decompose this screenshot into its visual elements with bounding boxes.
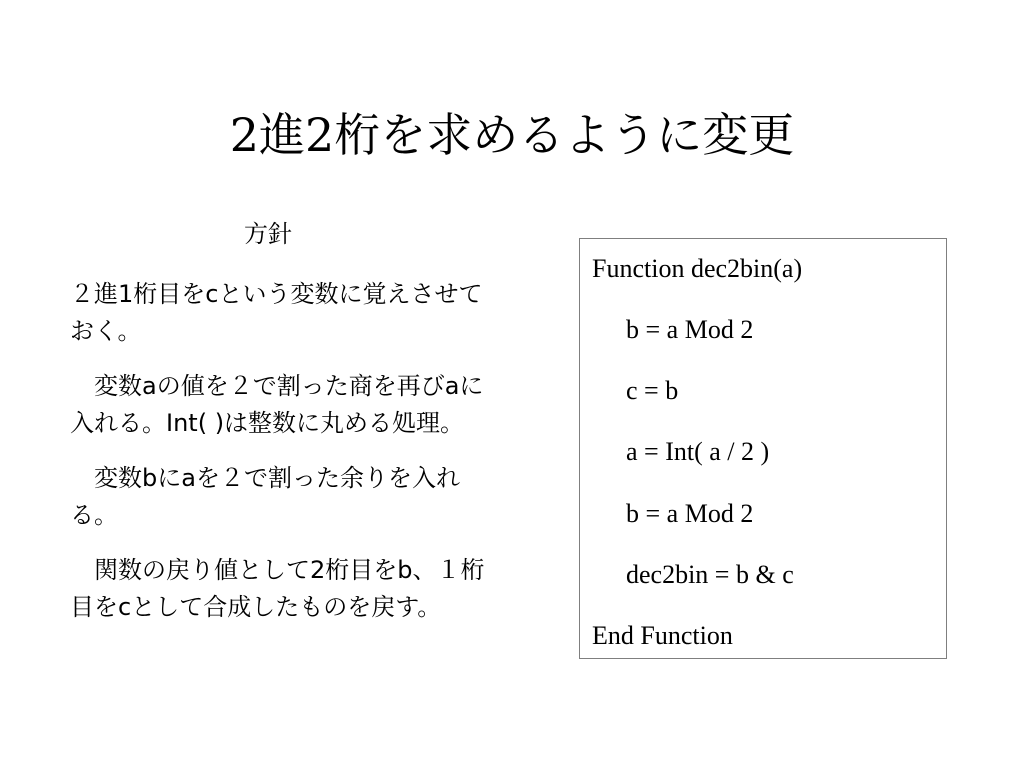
code-line: b = a Mod 2	[626, 315, 754, 344]
code-line: c = b	[626, 376, 679, 405]
slide-title: 2進2桁を求めるように変更	[229, 108, 795, 162]
policy-heading: 方針	[244, 220, 292, 248]
code-line: Function dec2bin(a)	[592, 254, 803, 283]
code-line: dec2bin = b & c	[626, 560, 794, 589]
code-line: b = a Mod 2	[626, 499, 754, 528]
explanation-paragraph: ２進1桁目をcという変数に覚えさせておく。	[70, 280, 483, 345]
code-line: End Function	[592, 621, 733, 650]
explanation-text	[70, 276, 490, 644]
code-line: a = Int( a / 2 )	[626, 437, 770, 466]
explanation-paragraph: 関数の戻り値として2桁目をb、１桁目をcとして合成したものを戻す。	[70, 556, 485, 621]
explanation-paragraph: 変数bにaを２で割った余りを入れる。	[70, 464, 460, 529]
code-box	[579, 238, 947, 659]
explanation-paragraph: 変数aの値を２で割った商を再びaに入れる。Int( )は整数に丸める処理。	[70, 372, 484, 437]
